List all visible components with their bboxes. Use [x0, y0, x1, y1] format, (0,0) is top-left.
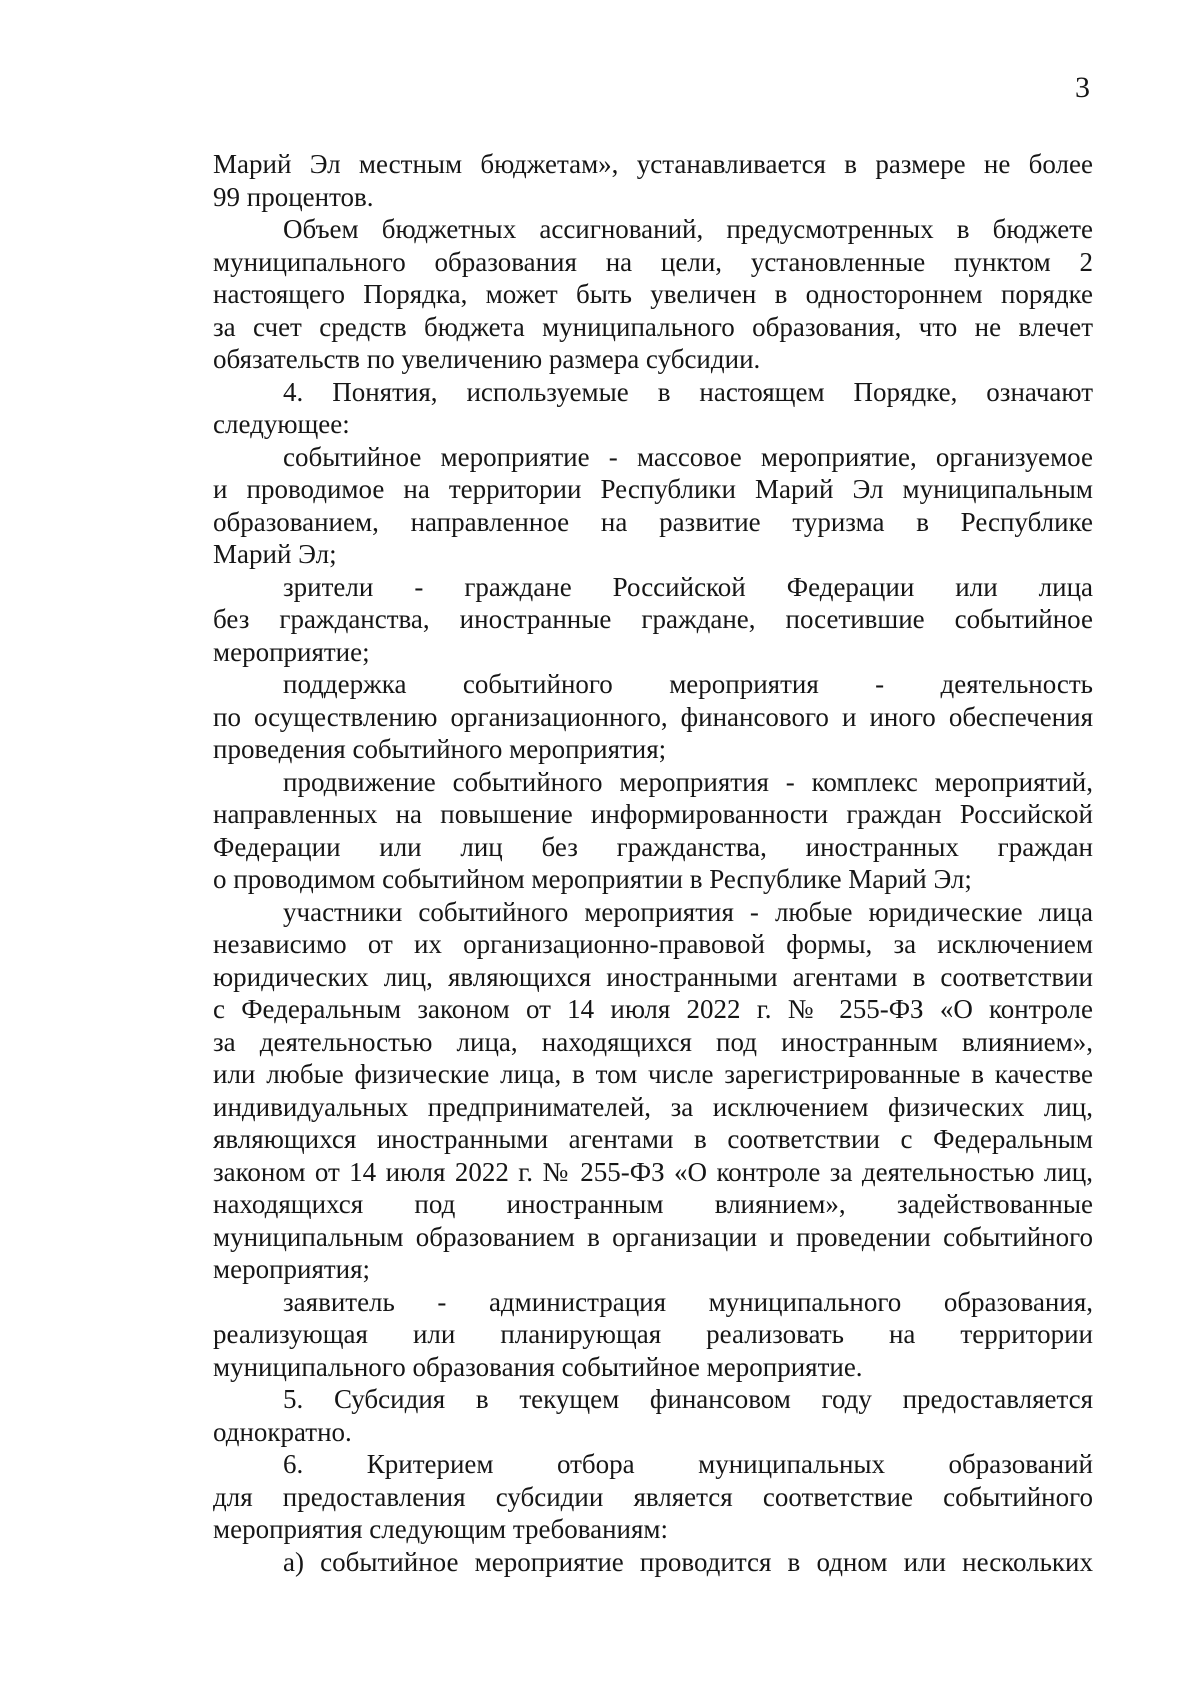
- text-line: о проводимом событийном мероприятии в Республике Марий Эл;: [213, 864, 972, 894]
- text-line: участники событийного мероприятия - любые юридические лица: [283, 896, 1093, 927]
- text-line: настоящего Порядка, может быть увеличен в одностороннем порядке: [213, 279, 1093, 309]
- text-line: с Федеральным законом от 14 июля 2022 г. № 255-ФЗ «О контроле: [213, 994, 1093, 1024]
- text-line: 99 процентов.: [213, 181, 374, 212]
- text-line: событийное мероприятие - массовое мероприятие, организуемое: [283, 441, 1093, 472]
- text-line: без гражданства, иностранные граждане, посетившие событийное: [213, 604, 1093, 634]
- text-line: обязательств по увеличению размера субсидии.: [213, 344, 761, 374]
- text-line: для предоставления субсидии является соответствие событийного: [213, 1481, 1093, 1512]
- text-line: муниципального образования событийное мероприятие.: [213, 1351, 863, 1382]
- text-line: по осуществлению организационного, финансового и иного обеспечения: [213, 701, 1093, 732]
- text-line: независимо от их организационно-правовой формы, за исключением: [213, 929, 1093, 959]
- text-line: 5. Субсидия в текущем финансовом году предоставляется: [283, 1384, 1093, 1414]
- text-line: поддержка событийного мероприятия - деятельность: [283, 669, 1093, 699]
- text-line: мероприятия;: [213, 1254, 371, 1284]
- text-line: продвижение событийного мероприятия - комплекс мероприятий,: [283, 766, 1093, 797]
- text-line: проведения событийного мероприятия;: [213, 734, 667, 764]
- text-line: и проводимое на территории Республики Марий Эл муниципальным: [213, 474, 1093, 504]
- text-line: Марий Эл;: [213, 539, 337, 569]
- text-line: Объем бюджетных ассигнований, предусмотренных в бюджете: [283, 214, 1093, 244]
- text-line: являющихся иностранными агентами в соответствии с Федеральным: [213, 1124, 1093, 1154]
- page-number: 3: [1075, 71, 1090, 104]
- text-line: или любые физические лица, в том числе зарегистрированные в качестве: [213, 1059, 1093, 1089]
- text-line: образованием, направленное на развитие туризма в Республике: [213, 506, 1093, 537]
- text-line: мероприятия следующим требованиям:: [213, 1514, 669, 1544]
- text-line: юридических лиц, являющихся иностранными агентами в соответствии: [213, 961, 1093, 992]
- text-line: зрители - граждане Российской Федерации или лица: [283, 571, 1093, 602]
- text-line: Федерации или лиц без гражданства, иностранных граждан: [213, 831, 1093, 862]
- text-line: а) событийное мероприятие проводится в одном или нескольких: [283, 1546, 1093, 1577]
- text-line: за деятельностью лица, находящихся под иностранным влиянием»,: [213, 1026, 1093, 1057]
- document-body: [213, 148, 1093, 1578]
- text-line: реализующая или планирующая реализовать на территории: [213, 1319, 1093, 1349]
- text-line: 4. Понятия, используемые в настоящем Порядке, означают: [283, 376, 1093, 407]
- text-line: мероприятие;: [213, 636, 370, 667]
- text-line: за счет средств бюджета муниципального образования, что не влечет: [213, 311, 1093, 342]
- text-line: направленных на повышение информированности граждан Российской: [213, 799, 1093, 829]
- text-line: заявитель - администрация муниципального образования,: [283, 1286, 1093, 1317]
- text-line: Марий Эл местным бюджетам», устанавливается в размере не более: [213, 149, 1093, 179]
- text-line: 6. Критерием отбора муниципальных образований: [283, 1449, 1093, 1479]
- text-line: индивидуальных предпринимателей, за исключением физических лиц,: [213, 1091, 1093, 1122]
- text-line: муниципального образования на цели, установленные пунктом 2: [213, 246, 1093, 277]
- text-line: следующее:: [213, 409, 350, 439]
- text-line: однократно.: [213, 1416, 352, 1447]
- text-line: муниципальным образованием в организации и проведении событийного: [213, 1221, 1093, 1252]
- text-line: законом от 14 июля 2022 г. № 255-ФЗ «О контроле за деятельностью лиц,: [213, 1156, 1093, 1187]
- text-line: находящихся под иностранным влиянием», задействованные: [213, 1189, 1093, 1219]
